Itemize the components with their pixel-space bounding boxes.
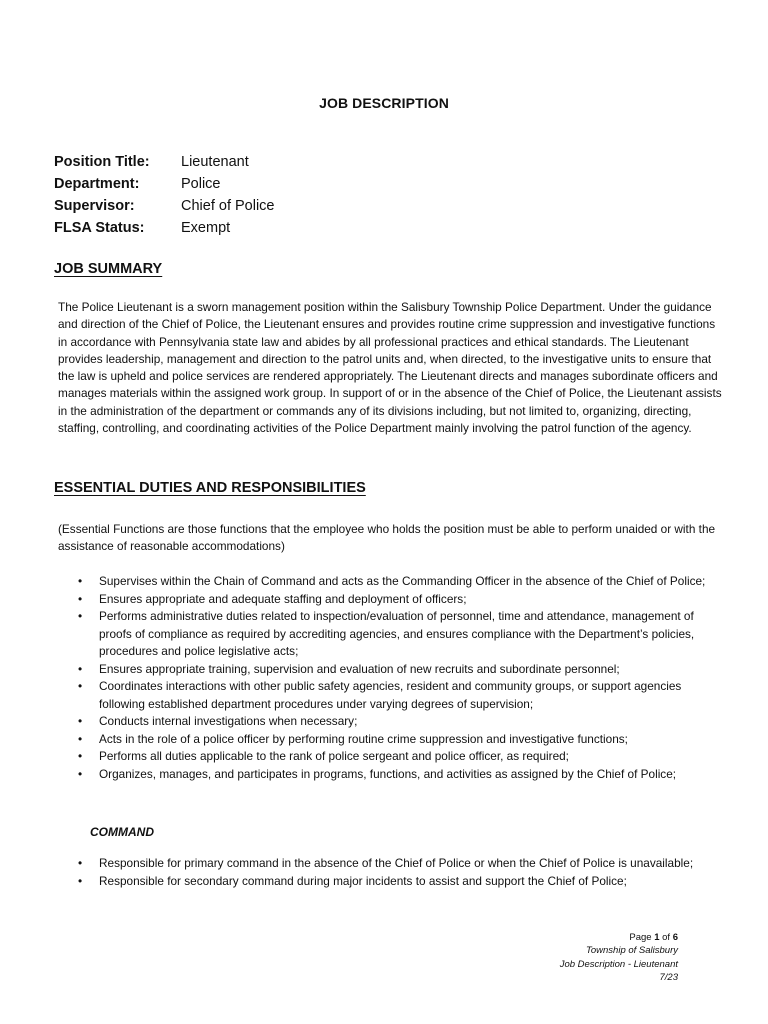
position-info (54, 151, 275, 239)
essential-duties-heading: ESSENTIAL DUTIES AND RESPONSIBILITIES (54, 480, 366, 496)
list-item (78, 608, 728, 661)
list-item (78, 591, 728, 609)
list-item (78, 678, 728, 713)
list-item-text: Responsible for secondary command during major incidents to assist and support the Chief of Police; (99, 873, 627, 888)
footer-document-name: Job Description - Lieutenant (559, 958, 678, 970)
list-item (78, 573, 728, 591)
department-label: Department: (54, 176, 140, 192)
page-number-line (560, 931, 678, 944)
page-footer (560, 931, 678, 984)
list-item (78, 661, 728, 679)
list-item-text: Acts in the role of a police officer by performing routine crime suppression and investigative functions; (99, 731, 628, 746)
bullet-icon: • (78, 873, 83, 888)
list-item-text: Supervises within the Chain of Command and acts as the Commanding Officer in the absence of the Chief of Police; (99, 574, 706, 588)
list-item (78, 713, 728, 731)
position-title-label: Position Title: (54, 154, 150, 170)
bullet-icon: • (78, 609, 83, 623)
command-subheading: COMMAND (90, 825, 154, 839)
department-value: Police (181, 176, 221, 192)
list-item-text: Coordinates interactions with other public safety agencies, resident and community groups, or support agencies following established department procedures under varying degrees of supervision; (99, 679, 682, 711)
bullet-icon: • (78, 574, 83, 588)
essential-functions-note: (Essential Functions are those functions that the employee who holds the position must be able to perform unaided or with the assistance of reasonable accommodations) (58, 522, 716, 554)
bullet-icon: • (78, 591, 83, 606)
page-number: 1 (654, 932, 660, 943)
page-word: Page (629, 932, 655, 943)
page-total: 6 (672, 932, 678, 943)
list-item-text: Performs administrative duties related to inspection/evaluation of personnel, time and attendance, management of proofs of compliance as required by accrediting agencies, and ensures compliance with the Department’s policies, procedures and police legislative acts; (99, 609, 695, 658)
bullet-icon: • (78, 749, 83, 763)
supervisor-value: Chief of Police (181, 198, 275, 214)
flsa-status-value: Exempt (181, 220, 231, 236)
bullet-icon: • (78, 714, 83, 728)
position-title-value: Lieutenant (181, 154, 249, 170)
footer-organization: Township of Salisbury (585, 945, 678, 957)
list-item-text: Performs all duties applicable to the rank of police sergeant and police officer, as required; (99, 749, 569, 763)
duties-list (78, 573, 728, 783)
bullet-icon: • (78, 766, 83, 781)
bullet-icon: • (78, 856, 83, 870)
bullet-icon: • (78, 661, 83, 676)
bullet-icon: • (78, 731, 83, 746)
job-summary-text: The Police Lieutenant is a sworn management position within the Salisbury Township Police Department. Under the guidance and direction of the Chief of Police, the Lieutenant ensures and provides routine crime suppression and investigative functions in accordance with Pennsylvania state law and abides by all professional practices and ethical standards. The Lieutenant provides leadership, management and direction to the patrol units and, when directed, to the investigative units to ensure that the law is upheld and police services are rendered appropriately. The Lieutenant directs and manages subordinate officers and manages materials within the assigned work group. In support of or in the absence of the Chief of Police, the Lieutenant assists in the administration of the department or commands any of its divisions including, but not limited to, organizing, directing, staffing, controlling, and coordinating activities of the Police Department mainly involving the patrol function of the agency. (58, 300, 722, 436)
list-item-text: Ensures appropriate and adequate staffing and deployment of officers; (99, 591, 467, 606)
footer-date: 7/23 (659, 971, 678, 983)
list-item-text: Organizes, manages, and participates in programs, functions, and activities as assigned by the Chief of Police; (99, 766, 677, 781)
supervisor-label: Supervisor: (54, 198, 135, 214)
list-item-text: Conducts internal investigations when necessary; (99, 714, 358, 728)
position-title-row (54, 151, 275, 173)
list-item (78, 731, 728, 749)
list-item (78, 855, 728, 873)
command-list (78, 855, 728, 890)
flsa-status-row (54, 217, 275, 239)
of-word: of (659, 932, 673, 943)
flsa-status-label: FLSA Status: (54, 220, 145, 236)
bullet-icon: • (78, 679, 83, 693)
list-item (78, 873, 728, 891)
list-item (78, 748, 728, 766)
list-item-text: Responsible for primary command in the absence of the Chief of Police or when the Chief of Police is unavailable; (99, 856, 694, 870)
list-item (78, 766, 728, 784)
job-summary-heading: JOB SUMMARY (54, 261, 163, 277)
supervisor-row (54, 195, 275, 217)
document-title: JOB DESCRIPTION (319, 95, 449, 111)
list-item-text: Ensures appropriate training, supervision and evaluation of new recruits and subordinate personnel; (99, 661, 620, 676)
department-row (54, 173, 275, 195)
